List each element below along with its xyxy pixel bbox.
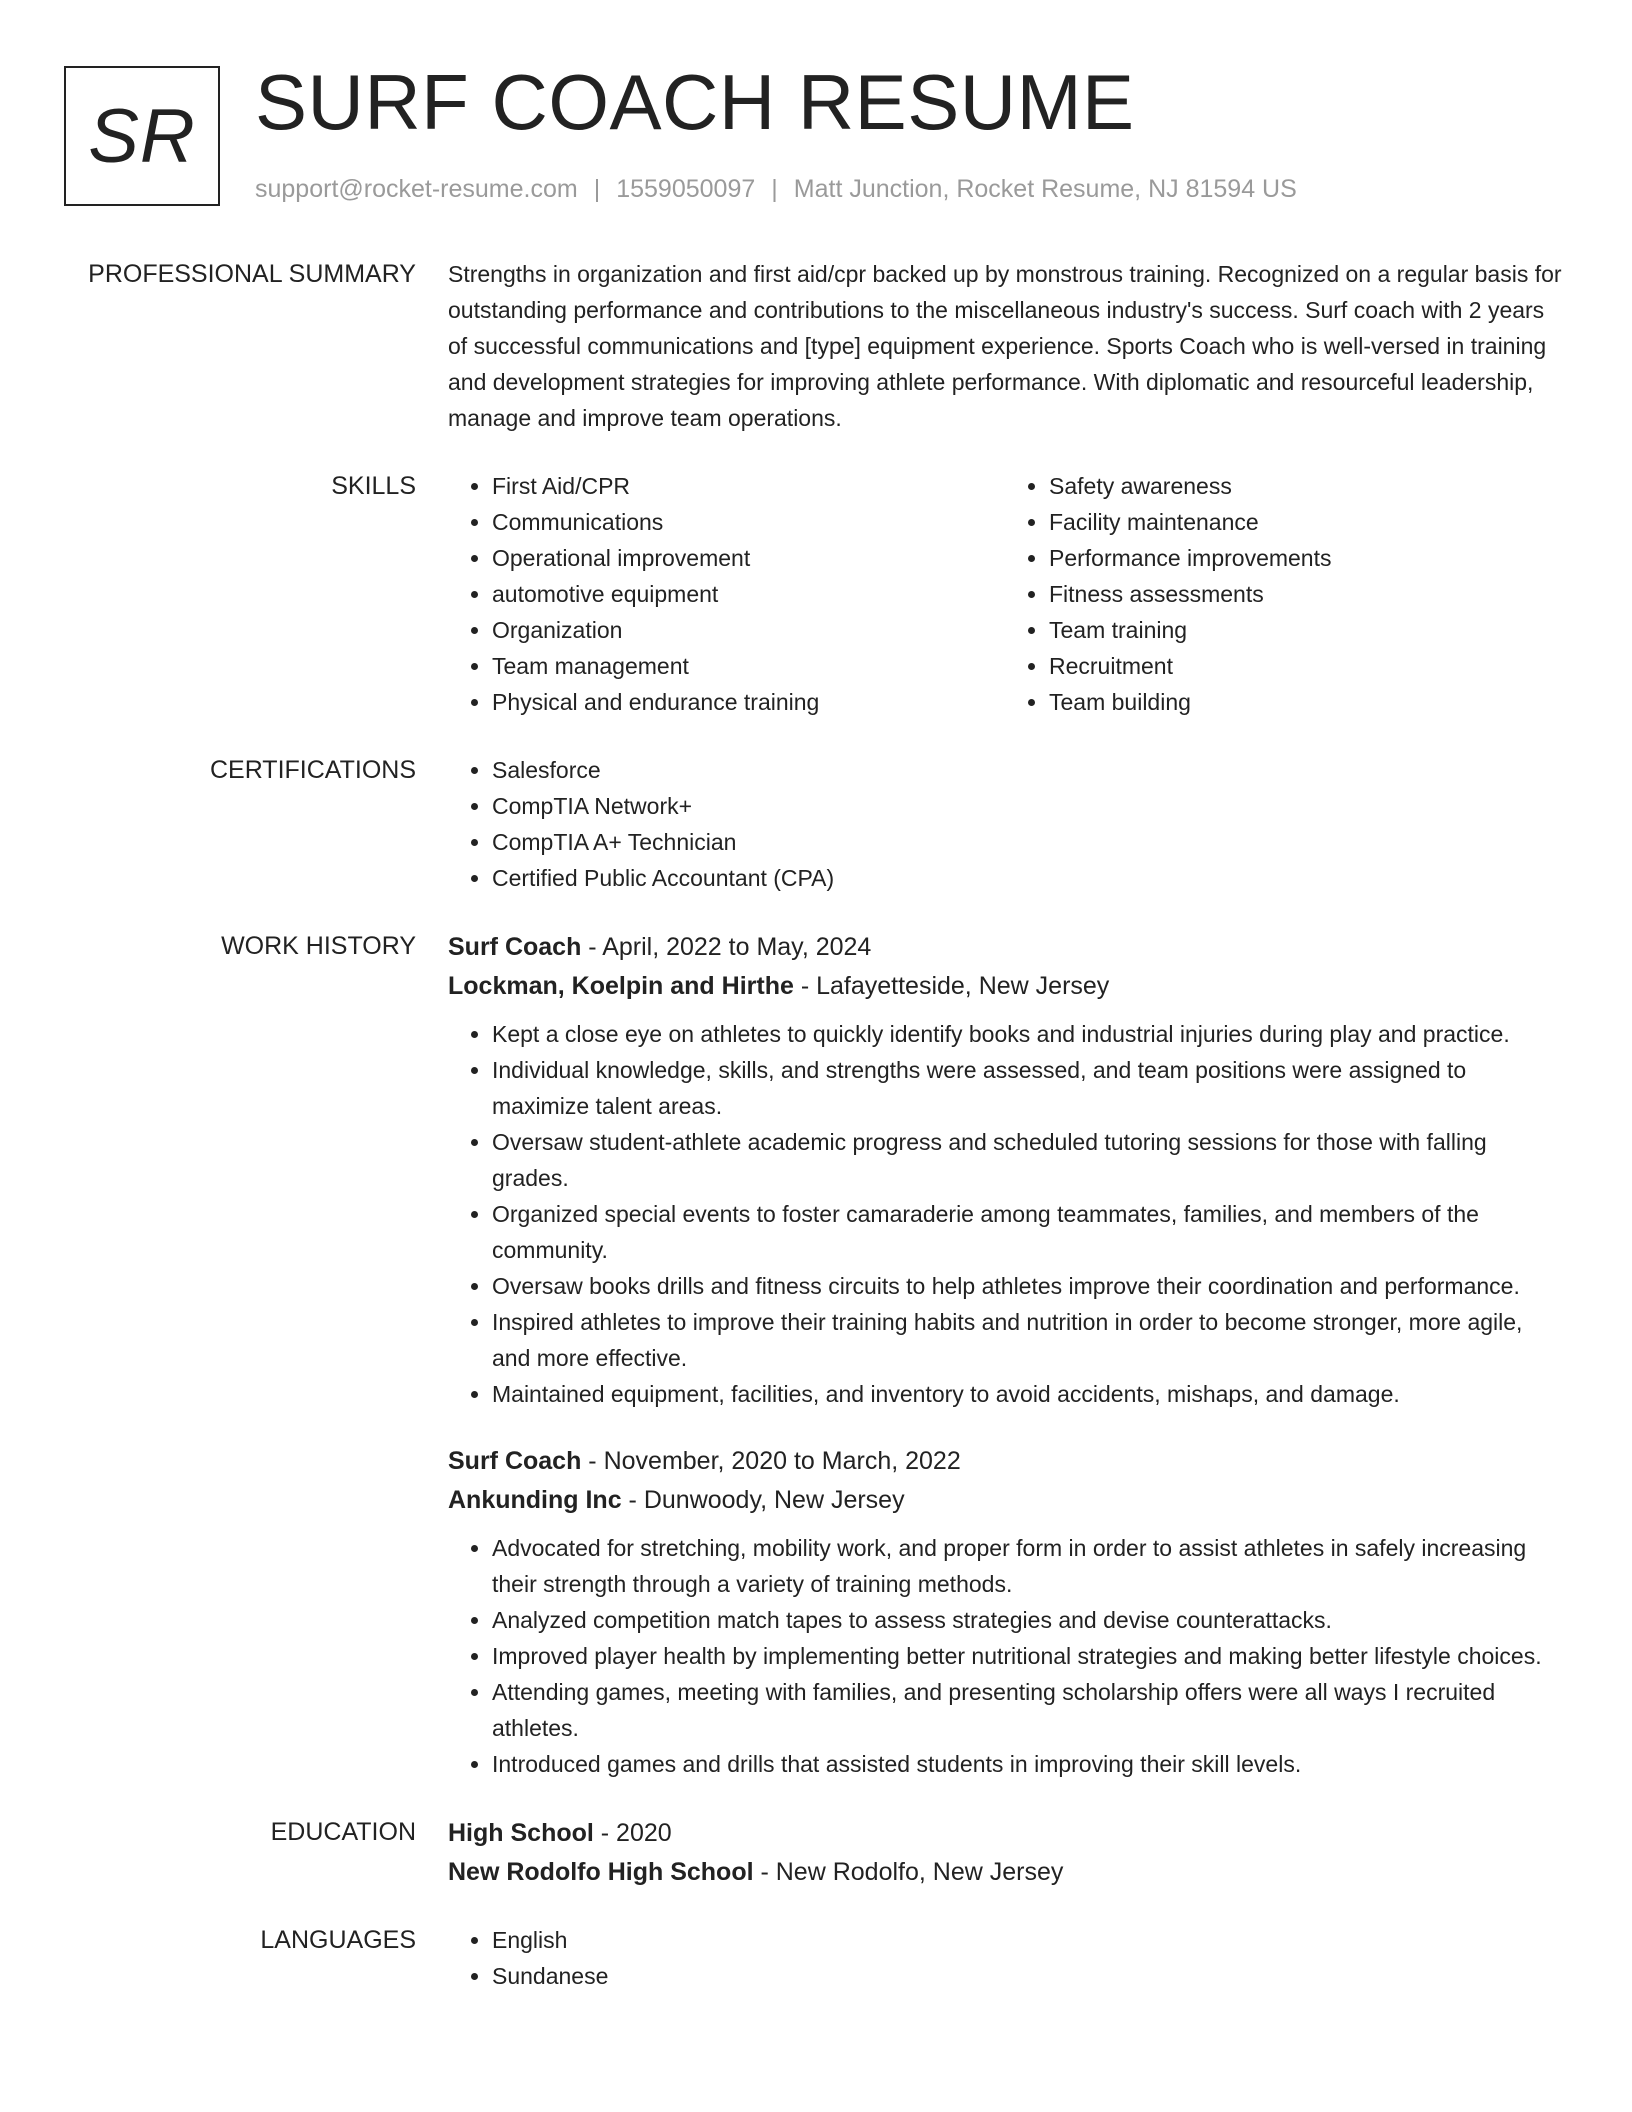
contact-line	[255, 175, 1297, 204]
job-title: Surf Coach	[448, 1447, 582, 1475]
language-item: • English	[492, 1922, 1562, 1958]
job-title-line	[448, 1442, 1562, 1481]
job-bullet: • Maintained equipment, facilities, and inventory to avoid accidents, mishaps, and damage.	[492, 1376, 1562, 1412]
summary-section	[0, 256, 1632, 436]
skills-list-left	[448, 468, 1005, 720]
job-bullet: • Introduced games and drills that assisted students in improving their skill levels.	[492, 1746, 1562, 1782]
section-label-summary: PROFESSIONAL SUMMARY	[88, 260, 416, 288]
job-location: - Lafayetteside, New Jersey	[793, 972, 1110, 1000]
skill-item: • Team building	[1049, 684, 1562, 720]
contact-email: support@rocket-resume.com	[255, 175, 578, 203]
work-history-section	[0, 928, 1632, 1782]
job-company-line	[448, 1481, 1562, 1520]
skill-item: • Operational improvement	[492, 540, 1005, 576]
resume-content	[0, 256, 1632, 1994]
job-bullet: • Inspired athletes to improve their training habits and nutrition in order to become stronger, more agile, and more effective.	[492, 1304, 1562, 1376]
section-label-work-history: WORK HISTORY	[221, 932, 416, 960]
skill-item: • Team management	[492, 648, 1005, 684]
initials-logo	[64, 66, 220, 206]
certification-item: • CompTIA Network+	[492, 788, 1562, 824]
job-bullet: • Kept a close eye on athletes to quickly identify books and industrial injuries during play and practice.	[492, 1016, 1562, 1052]
contact-separator: |	[593, 175, 601, 203]
certification-item: • Salesforce	[492, 752, 1562, 788]
languages-section	[0, 1922, 1632, 1994]
education-section	[0, 1814, 1632, 1892]
section-label-languages: LANGUAGES	[260, 1926, 416, 1954]
work-history-body	[448, 928, 1562, 1782]
job-bullets	[448, 1016, 1562, 1412]
skill-item: • Fitness assessments	[1049, 576, 1562, 612]
resume-title: SURF COACH RESUME	[255, 58, 1135, 146]
education-location: - New Rodolfo, New Jersey	[753, 1858, 1064, 1886]
skills-list-right	[1005, 468, 1562, 720]
education-degree-line	[448, 1814, 1562, 1853]
job-title-line	[448, 928, 1562, 967]
job-company: Ankunding Inc	[448, 1486, 622, 1514]
certifications-body	[448, 752, 1562, 896]
job-location: - Dunwoody, New Jersey	[621, 1486, 905, 1514]
certification-item: • CompTIA A+ Technician	[492, 824, 1562, 860]
initials-text: SR	[88, 93, 196, 179]
job-bullet: • Analyzed competition match tapes to assess strategies and devise counterattacks.	[492, 1602, 1562, 1638]
education-body	[448, 1814, 1562, 1892]
contact-address: Matt Junction, Rocket Resume, NJ 81594 US	[793, 175, 1297, 203]
education-degree: High School	[448, 1819, 594, 1847]
job-dates: - November, 2020 to March, 2022	[581, 1447, 961, 1475]
skills-body	[448, 468, 1562, 720]
job-company: Lockman, Koelpin and Hirthe	[448, 972, 794, 1000]
skill-item: • First Aid/CPR	[492, 468, 1005, 504]
contact-separator: |	[771, 175, 778, 203]
job-dates: - April, 2022 to May, 2024	[581, 933, 872, 961]
languages-body	[448, 1922, 1562, 1994]
job-bullet: • Improved player health by implementing better nutritional strategies and making better lifestyle choices.	[492, 1638, 1562, 1674]
job-bullets	[448, 1530, 1562, 1782]
skills-section	[0, 468, 1632, 720]
language-item: • Sundanese	[492, 1958, 1562, 1994]
education-school: New Rodolfo High School	[448, 1858, 754, 1886]
skill-item: • Recruitment	[1049, 648, 1562, 684]
skill-item: • automotive equipment	[492, 576, 1005, 612]
summary-body	[448, 256, 1562, 436]
job-company-line	[448, 967, 1562, 1006]
job-entry	[448, 928, 1562, 1412]
job-bullet: • Oversaw student-athlete academic progress and scheduled tutoring sessions for those with falling grades.	[492, 1124, 1562, 1196]
certification-item: • Certified Public Accountant (CPA)	[492, 860, 1562, 896]
education-year: - 2020	[593, 1819, 672, 1847]
education-school-line	[448, 1853, 1562, 1892]
summary-text: Strengths in organization and first aid/cpr backed up by monstrous training. Recognized on a regular basis for outstanding performance and contributions to the miscellaneous industry's success. Surf coach with 2 years of successful communications and [type] equipment experience. Sports Coach who is well-versed in training and development strategies for improving athlete performance. With diplomatic and resourceful leadership, manage and improve team operations.	[448, 261, 1562, 431]
section-label-skills: SKILLS	[331, 472, 416, 500]
job-bullet: • Attending games, meeting with families, and presenting scholarship offers were all ways I recruited athletes.	[492, 1674, 1562, 1746]
job-bullet: • Advocated for stretching, mobility work, and proper form in order to assist athletes in safely increasing their strength through a variety of training methods.	[492, 1530, 1562, 1602]
job-bullet: • Individual knowledge, skills, and strengths were assessed, and team positions were assigned to maximize talent areas.	[492, 1052, 1562, 1124]
languages-list	[448, 1922, 1562, 1994]
contact-phone: 1559050097	[616, 175, 756, 203]
section-label-education: EDUCATION	[270, 1818, 416, 1846]
skill-item: • Facility maintenance	[1049, 504, 1562, 540]
skill-item: • Team training	[1049, 612, 1562, 648]
certifications-section	[0, 752, 1632, 896]
skill-item: • Communications	[492, 504, 1005, 540]
skill-item: • Physical and endurance training	[492, 684, 1005, 720]
certifications-list	[448, 752, 1562, 896]
skill-item: • Safety awareness	[1049, 468, 1562, 504]
job-bullet: • Organized special events to foster camaraderie among teammates, families, and members of the community.	[492, 1196, 1562, 1268]
skill-item: • Performance improvements	[1049, 540, 1562, 576]
skill-item: • Organization	[492, 612, 1005, 648]
job-entry	[448, 1442, 1562, 1782]
job-title: Surf Coach	[448, 933, 582, 961]
section-label-certifications: CERTIFICATIONS	[209, 756, 416, 784]
job-bullet: • Oversaw books drills and fitness circuits to help athletes improve their coordination and performance.	[492, 1268, 1562, 1304]
